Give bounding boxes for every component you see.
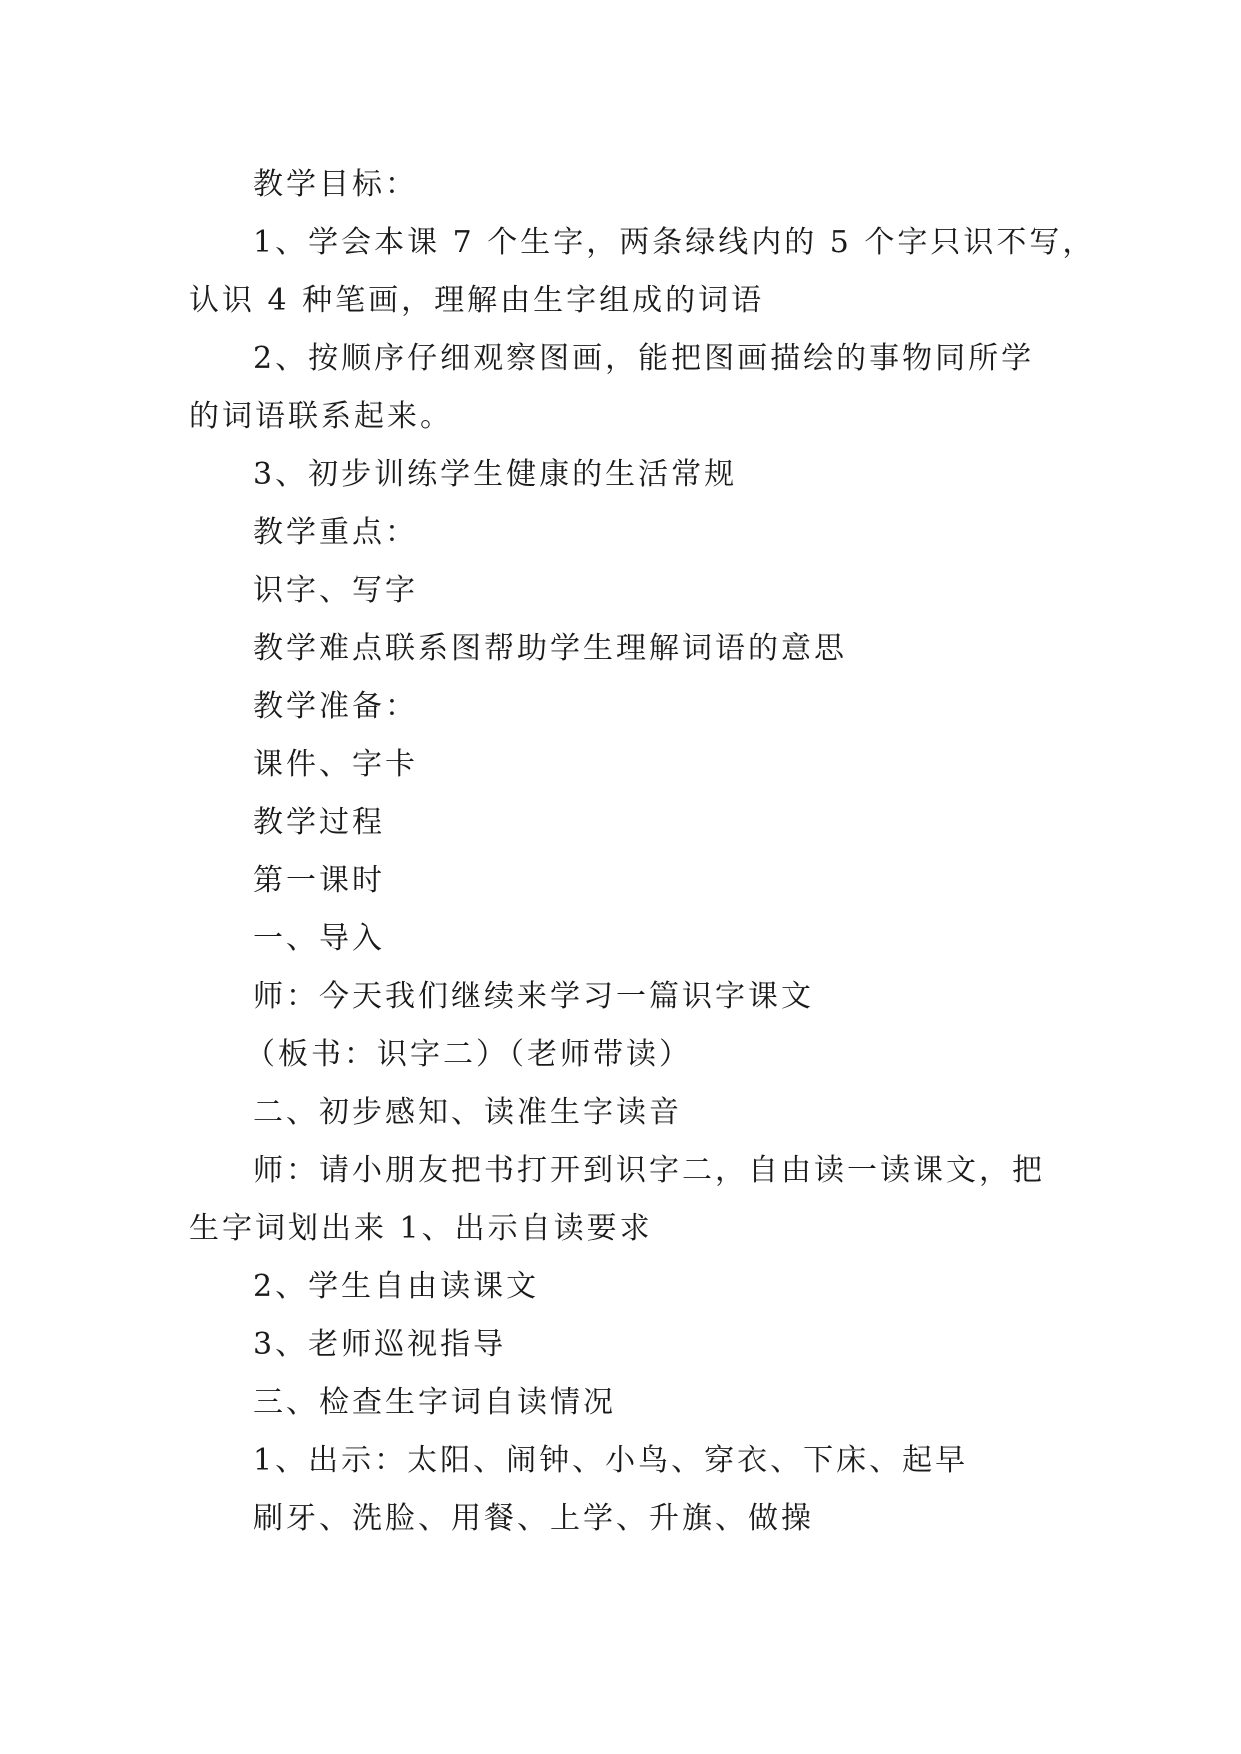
preparation-text: 课件、字卡 <box>253 747 418 782</box>
section-introduction: 一、导入 <box>253 921 385 956</box>
difficult-points-text: 教学难点联系图帮助学生理解词语的意思 <box>253 631 847 666</box>
goal-1-line-2: 认识 4 种笔画，理解由生字组成的词语 <box>189 283 765 318</box>
step-3-text: 3、老师巡视指导 <box>253 1327 507 1362</box>
first-lesson-heading: 第一课时 <box>253 863 385 898</box>
teacher-intro-text: 师：今天我们继续来学习一篇识字课文 <box>253 979 814 1014</box>
goal-3: 3、初步训练学生健康的生活常规 <box>253 457 738 492</box>
heading-key-points: 教学重点： <box>253 515 418 550</box>
teacher-instruction-line-2: 生字词划出来 1、出示自读要求 <box>189 1211 653 1246</box>
goal-2-line-2: 的词语联系起来。 <box>189 399 453 434</box>
blackboard-note: （板书：识字二）（老师带读） <box>245 1037 692 1072</box>
section-perception: 二、初步感知、读准生字读音 <box>253 1095 682 1130</box>
heading-process: 教学过程 <box>253 805 385 840</box>
teacher-instruction-line-1: 师：请小朋友把书打开到识字二，自由读一读课文，把 <box>253 1153 1045 1188</box>
heading-teaching-goals: 教学目标： <box>253 167 418 202</box>
heading-preparation: 教学准备： <box>253 689 418 724</box>
word-list-line-2: 刷牙、洗脸、用餐、上学、升旗、做操 <box>253 1501 814 1536</box>
key-points-text: 识字、写字 <box>253 573 418 608</box>
word-list-line-1: 1、出示：太阳、闹钟、小鸟、穿衣、下床、起早 <box>253 1443 969 1478</box>
goal-2-line-1: 2、按顺序仔细观察图画，能把图画描绘的事物同所学 <box>253 341 1035 376</box>
section-check: 三、检查生字词自读情况 <box>253 1385 616 1420</box>
goal-1-line-1: 1、学会本课 7 个生字，两条绿线内的 5 个字只识不写， <box>253 225 1096 260</box>
step-2-text: 2、学生自由读课文 <box>253 1269 540 1304</box>
